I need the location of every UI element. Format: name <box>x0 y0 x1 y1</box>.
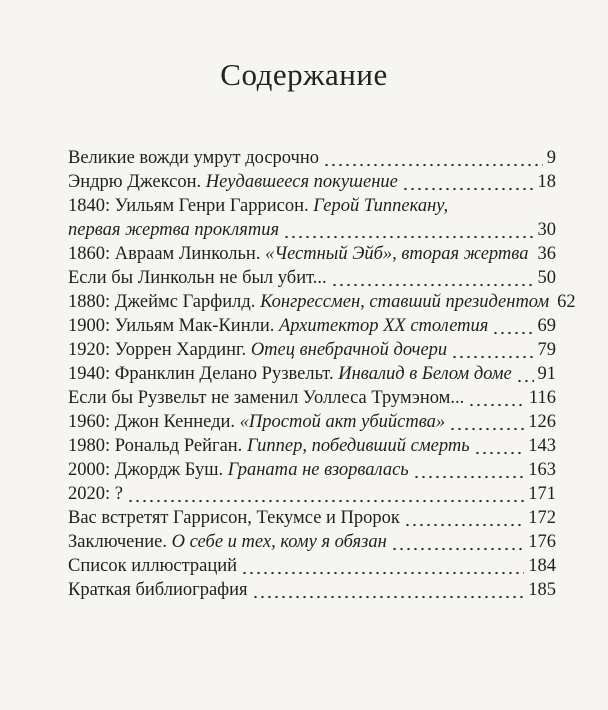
page-number: 163 <box>528 460 556 480</box>
toc-entry-title: Эндрю Джексон. <box>68 172 206 192</box>
toc-entry-title: Вас встретят Гаррисон, Текумсе и Пророк <box>68 508 400 528</box>
toc-entry-title: 1900: Уильям Мак-Кинли. <box>68 316 279 336</box>
toc-entry-label <box>68 458 409 482</box>
dot-leader <box>127 482 524 506</box>
page-number: 185 <box>528 580 556 600</box>
toc-entry <box>68 290 576 314</box>
toc-entry <box>68 458 556 482</box>
toc-entry-label <box>68 386 464 410</box>
dot-leader <box>331 266 534 290</box>
toc-entry-label <box>68 196 448 216</box>
toc-entry-subtitle: Граната не взорвалась <box>227 460 409 480</box>
page-number: 50 <box>537 268 556 288</box>
toc-entry-title: 1880: Джеймс Гарфилд. <box>68 292 261 312</box>
page-number: 91 <box>537 364 556 384</box>
dot-leader <box>492 314 533 338</box>
toc-entry <box>68 434 556 458</box>
toc-entry-title: 1960: Джон Кеннеди. <box>68 412 240 432</box>
toc-entry-title: 2020: ? <box>68 484 123 504</box>
toc-entry-label <box>68 314 488 338</box>
page-number: 126 <box>528 412 556 432</box>
toc-entry-label <box>68 242 528 266</box>
toc-entry <box>68 218 556 242</box>
page-number: 171 <box>528 484 556 504</box>
toc-entry <box>68 554 556 578</box>
dot-leader <box>516 362 534 386</box>
page-number: 69 <box>537 316 556 336</box>
toc-entry-subtitle: Отец внебрачной дочери <box>250 340 448 360</box>
page-number: 143 <box>528 436 556 456</box>
page-number: 176 <box>528 532 556 552</box>
toc-entry-subtitle: Гиппер, победивший смерть <box>246 436 470 456</box>
toc-entry-label <box>68 554 237 578</box>
toc-entry-subtitle: О себе и тех, кому я обязан <box>171 532 387 552</box>
toc-entry-title: 1980: Рональд Рейган. <box>68 436 247 456</box>
toc-entry-subtitle: Герой Типпекану, <box>313 196 449 216</box>
page-number: 172 <box>528 508 556 528</box>
toc-entry-label <box>68 362 512 386</box>
toc-entry-title: Если бы Рузвельт не заменил Уоллеса Трумэном... <box>68 388 465 408</box>
dot-leader <box>449 410 524 434</box>
toc-entry <box>68 362 556 386</box>
dot-leader <box>451 338 533 362</box>
toc-entry-label <box>68 578 248 602</box>
toc-entry-title: Если бы Линкольн не был убит... <box>68 268 327 288</box>
toc-entry-subtitle: «Честный Эйб», вторая жертва <box>265 244 529 264</box>
toc-entry-label <box>68 482 123 506</box>
toc-entry <box>68 242 556 266</box>
toc-entry-subtitle: Неудавшееся покушение <box>205 172 398 192</box>
toc-entry-title: Заключение. <box>68 532 172 552</box>
toc-entry-title: 1860: Авраам Линкольн. <box>68 244 266 264</box>
page-number: 79 <box>537 340 556 360</box>
toc-entry-label <box>68 218 279 242</box>
toc-entry <box>68 506 556 530</box>
toc-entry <box>68 410 556 434</box>
dot-leader <box>252 578 525 602</box>
dot-leader <box>241 554 524 578</box>
dot-leader <box>532 242 533 266</box>
toc-entry-title: Краткая библиография <box>68 580 248 600</box>
page-number: 184 <box>528 556 556 576</box>
toc-entry <box>68 266 556 290</box>
page-title: Содержание <box>220 57 388 92</box>
toc-entry <box>68 530 556 554</box>
toc-entry-label <box>68 530 387 554</box>
dot-leader <box>402 170 534 194</box>
toc-entry-label <box>68 290 549 314</box>
dot-leader <box>468 386 525 410</box>
toc-entry-label <box>68 434 470 458</box>
toc-entry-label <box>68 266 327 290</box>
toc-entry-title: 1920: Уоррен Хардинг. <box>68 340 251 360</box>
table-of-contents <box>68 146 576 602</box>
toc-entry-title: Великие вожди умрут досрочно <box>68 148 320 168</box>
toc-entry-title: 2000: Джордж Буш. <box>68 460 228 480</box>
toc-entry-label <box>68 170 398 194</box>
dot-leader <box>404 506 524 530</box>
toc-entry-subtitle: «Простой акт убийства» <box>239 412 446 432</box>
toc-entry <box>68 482 556 506</box>
page-number: 9 <box>546 148 556 168</box>
page-number: 62 <box>557 292 576 312</box>
dot-leader <box>474 434 525 458</box>
toc-entry <box>68 314 556 338</box>
dot-leader <box>391 530 524 554</box>
toc-entry-title: 1840: Уильям Генри Гаррисон. <box>68 196 314 216</box>
page-number: 36 <box>537 244 556 264</box>
toc-entry-subtitle: Архитектор XX столетия <box>278 316 489 336</box>
toc-entry <box>68 338 556 362</box>
toc-entry-subtitle-continuation: первая жертва проклятия <box>68 220 280 240</box>
toc-entry-label <box>68 146 319 170</box>
toc-entry-subtitle: Инвалид в Белом доме <box>338 364 512 384</box>
dot-leader <box>323 146 543 170</box>
toc-entry-subtitle: Конгрессмен, ставший президентом <box>260 292 550 312</box>
page-number: 30 <box>537 220 556 240</box>
toc-entry-title: 1940: Франклин Делано Рузвельт. <box>68 364 339 384</box>
toc-entry-line <box>68 194 556 218</box>
dot-leader <box>283 218 533 242</box>
toc-entry <box>68 578 556 602</box>
toc-entry-label <box>68 338 447 362</box>
toc-entry-label <box>68 410 445 434</box>
toc-entry <box>68 170 556 194</box>
page-number: 18 <box>537 172 556 192</box>
page-number: 116 <box>528 388 556 408</box>
toc-entry-label <box>68 506 400 530</box>
dot-leader <box>413 458 525 482</box>
toc-entry <box>68 146 556 170</box>
toc-entry-title: Список иллюстраций <box>68 556 238 576</box>
toc-entry <box>68 386 556 410</box>
